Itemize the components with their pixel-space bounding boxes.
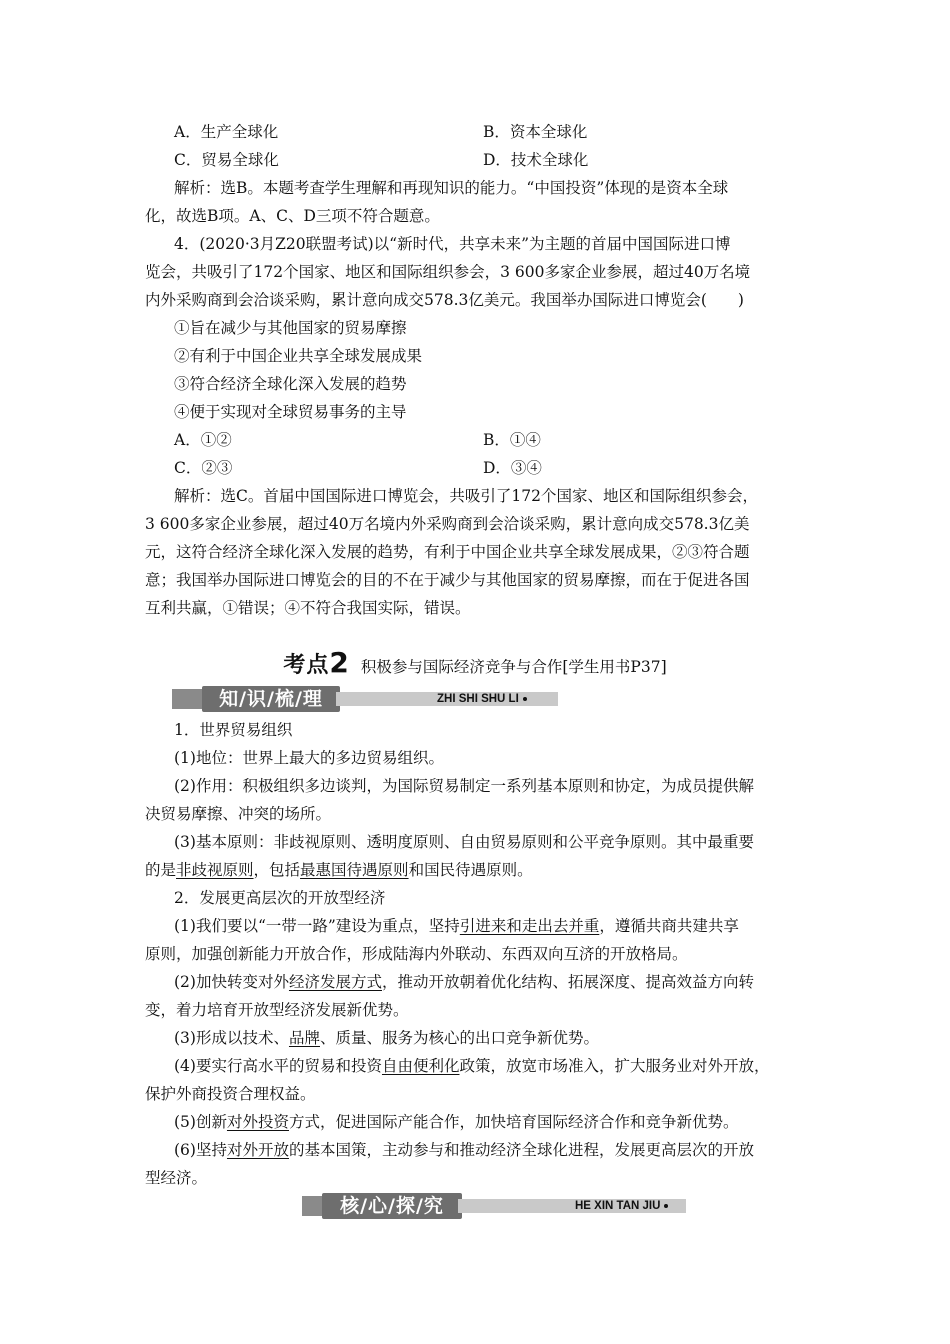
q4-item-4: ④便于实现对全球贸易事务的主导 bbox=[174, 403, 407, 421]
section1-p2-line-2: 决贸易摩擦、冲突的场所。 bbox=[145, 805, 332, 823]
section2-p1-line-2: 原则，加强创新能力开放合作，形成陆海内外联动、东西双向互济的开放格局。 bbox=[145, 945, 688, 963]
underlined-answer: 对外开放 bbox=[226, 1141, 289, 1159]
section2-p6-line-1 bbox=[174, 1140, 844, 1160]
q4-option-a: A．①② bbox=[174, 431, 232, 449]
q3-option-row-1 bbox=[174, 122, 844, 142]
text-span: 和国民待遇原则。 bbox=[408, 861, 533, 879]
text-span: (4)要实行高水平的贸易和投资 bbox=[174, 1057, 382, 1075]
section1-p3-line-2 bbox=[145, 860, 815, 880]
section1-p3-line-1: (3)基本原则：非歧视原则、透明度原则、自由贸易原则和公平竞争原则。其中最重要 bbox=[174, 833, 754, 851]
q4-stem-line-3: 内外采购商到会洽谈采购，累计意向成交578.3亿美元。我国举办国际进口博览会( ) bbox=[145, 291, 744, 309]
q3-option-d: D．技术全球化 bbox=[483, 151, 589, 169]
text-span: (1)我们要以“一带一路”建设为重点，坚持 bbox=[174, 917, 460, 935]
section2-p1-line-1 bbox=[174, 916, 844, 936]
text-span: (5)创新 bbox=[174, 1113, 227, 1131]
q4-stem-line-1: 4．(2020·3月Z20联盟考试)以“新时代，共享未来”为主题的首届中国国际进口博 bbox=[174, 235, 731, 253]
kaodian-subtitle: 积极参与国际经济竞争与合作[学生用书P37] bbox=[360, 658, 667, 676]
banner-dot-icon bbox=[664, 1204, 668, 1208]
q3-option-c: C．贸易全球化 bbox=[174, 151, 279, 169]
underlined-answer: 品牌 bbox=[288, 1029, 320, 1047]
banner-tag: 知/识/梳/理 bbox=[202, 686, 340, 712]
q4-option-row-1 bbox=[174, 430, 844, 450]
q4-analysis-line-2: 3 600多家企业参展，超过40万名境内外采购商到会洽谈采购，累计意向成交578.3亿美 bbox=[145, 515, 750, 533]
section-banner-knowledge bbox=[172, 686, 562, 712]
text-span: (3)形成以技术、 bbox=[174, 1029, 289, 1047]
q4-stem-line-2: 览会，共吸引了172个国家、地区和国际组织参会，3 600多家企业参展，超过40万名境 bbox=[145, 263, 751, 281]
text-span: 政策，放宽市场准入，扩大服务业对外开放， bbox=[459, 1057, 770, 1075]
section2-p4-line-2: 保护外商投资合理权益。 bbox=[145, 1085, 316, 1103]
section2-p6-line-2: 型经济。 bbox=[145, 1169, 208, 1187]
section2-p5 bbox=[174, 1112, 844, 1132]
underlined-answer: 非歧视原则 bbox=[176, 861, 254, 879]
underlined-answer: 对外投资 bbox=[226, 1113, 289, 1131]
q3-analysis-line-1: 解析：选B。本题考查学生理解和再现知识的能力。“中国投资”体现的是资本全球 bbox=[174, 179, 729, 197]
text-span: 、质量、服务为核心的出口竞争新优势。 bbox=[319, 1029, 599, 1047]
section1-p2-line-1: (2)作用：积极组织多边谈判，为国际贸易制定一系列基本原则和协定，为成员提供解 bbox=[174, 777, 754, 795]
text-span: ，包括 bbox=[253, 861, 301, 879]
text-span: (6)坚持 bbox=[174, 1141, 227, 1159]
kaodian-number: 2 bbox=[329, 646, 349, 679]
text-span: ，推动开放朝着优化结构、拓展深度、提高效益方向转 bbox=[381, 973, 754, 991]
q4-option-c: C．②③ bbox=[174, 459, 233, 477]
q4-option-b: B．①④ bbox=[483, 431, 541, 449]
underlined-answer: 自由便利化 bbox=[381, 1057, 460, 1075]
q4-item-1: ①旨在减少与其他国家的贸易摩擦 bbox=[174, 319, 407, 337]
banner-dot-icon bbox=[523, 697, 527, 701]
underlined-answer: 最惠国待遇原则 bbox=[300, 861, 409, 879]
section2-p3 bbox=[174, 1028, 844, 1048]
banner-latin-text: HE XIN TAN JIU bbox=[575, 1200, 661, 1212]
banner-latin bbox=[437, 691, 527, 707]
section2-p2-line-1 bbox=[174, 972, 844, 992]
section1-title: 1．世界贸易组织 bbox=[174, 721, 293, 739]
banner-bar-left bbox=[172, 689, 206, 709]
section2-p4-line-1 bbox=[174, 1056, 844, 1076]
q3-analysis-line-2: 化，故选B项。A、C、D三项不符合题意。 bbox=[145, 207, 440, 225]
text-span: 方式，促进国际产能合作，加快培育国际经济合作和竞争新优势。 bbox=[288, 1113, 739, 1131]
q4-item-2: ②有利于中国企业共享全球发展成果 bbox=[174, 347, 423, 365]
kaodian-label: 考点 bbox=[283, 653, 330, 678]
q4-option-d: D．③④ bbox=[483, 459, 542, 477]
section2-title: 2．发展更高层次的开放型经济 bbox=[174, 889, 386, 907]
kaodian-heading bbox=[0, 646, 950, 679]
q4-analysis-line-5: 互利共赢，①错误；④不符合我国实际，错误。 bbox=[145, 599, 471, 617]
section-banner-core bbox=[302, 1193, 690, 1219]
q4-analysis-line-1: 解析：选C。首届中国国际进口博览会，共吸引了172个国家、地区和国际组织参会， bbox=[174, 487, 758, 505]
text-span: ，遵循共商共建共享 bbox=[599, 917, 739, 935]
text-span: 的是 bbox=[145, 861, 177, 879]
q3-option-row-2 bbox=[174, 150, 844, 170]
q4-analysis-line-3: 元，这符合经济全球化深入发展的趋势，有利于中国企业共享全球发展成果，②③符合题 bbox=[145, 543, 750, 561]
banner-tag: 核/心/探/究 bbox=[322, 1193, 462, 1219]
section2-p2-line-2: 变，着力培育开放型经济发展新优势。 bbox=[145, 1001, 409, 1019]
section1-p1: (1)地位：世界上最大的多边贸易组织。 bbox=[174, 749, 444, 767]
q3-option-b: B．资本全球化 bbox=[483, 123, 588, 141]
banner-latin bbox=[575, 1198, 668, 1214]
q4-option-row-2 bbox=[174, 458, 844, 478]
q3-option-a: A．生产全球化 bbox=[174, 123, 279, 141]
text-span: (2)加快转变对外 bbox=[174, 973, 289, 991]
underlined-answer: 经济发展方式 bbox=[288, 973, 382, 991]
q4-analysis-line-4: 意；我国举办国际进口博览会的目的不在于减少与其他国家的贸易摩擦，而在于促进各国 bbox=[145, 571, 750, 589]
underlined-answer: 引进来和走出去并重 bbox=[459, 917, 600, 935]
banner-latin-text: ZHI SHI SHU LI bbox=[437, 693, 519, 705]
text-span: 的基本国策，主动参与和推动经济全球化进程，发展更高层次的开放 bbox=[288, 1141, 754, 1159]
q4-item-3: ③符合经济全球化深入发展的趋势 bbox=[174, 375, 407, 393]
